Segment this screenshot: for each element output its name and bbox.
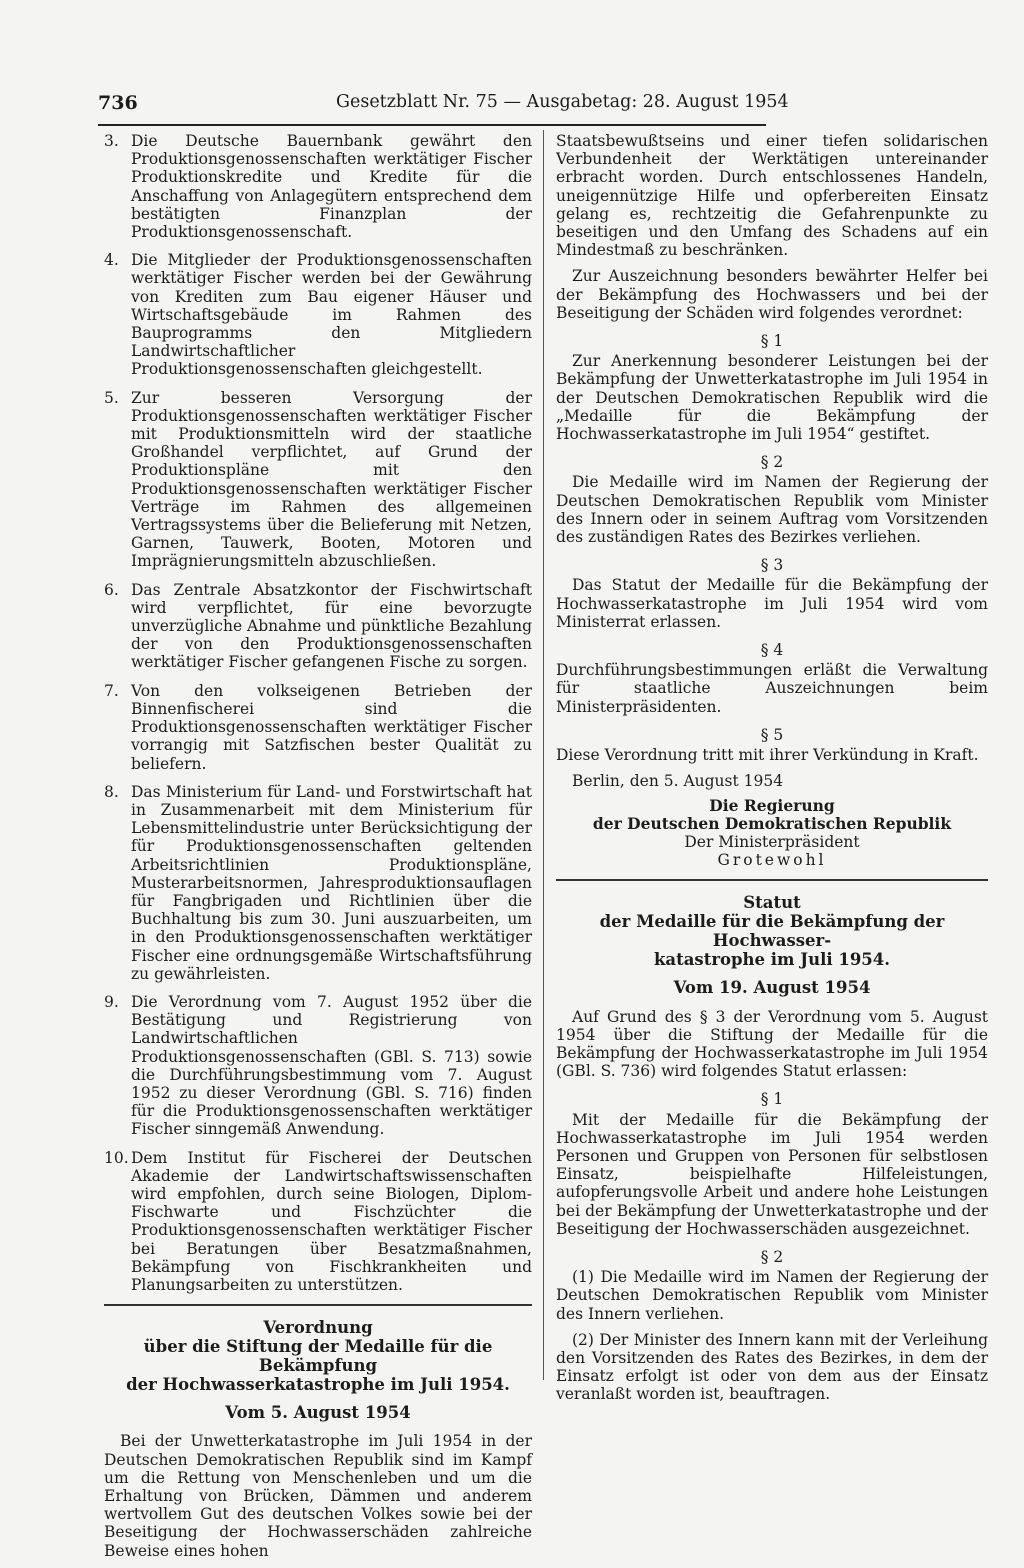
left-column [104, 132, 532, 1568]
paragraph-text: Mit der Medaille für die Bekämpfung der Hochwasserkatastrophe im Juli 1954 werden Personen und Gruppen von Personen für selbstlosen Einsatz, beispielhafte Hilfeleistungen, aufopferungsvolle Arbeit und andere hohe Leistungen bei der Bekämpfung der Unwetterkatastrophe und der Beseitigung der Hochwasserschäden ausgezeichnet. [556, 1110, 988, 1238]
section-divider [104, 1304, 532, 1306]
list-item-text: Von den volkseigenen Betrieben der Binnenfischerei sind die Produktionsgenossenschaften werktätiger Fischer vorrangig mit Satzfischen bester Qualität zu beliefern. [131, 681, 532, 773]
paragraph-text: (1) Die Medaille wird im Namen der Regierung der Deutschen Demokratischen Republik vom Minister des Innern verliehen. [556, 1268, 988, 1323]
right-column [556, 132, 988, 1412]
paragraph-text: Die Medaille wird im Namen der Regierung der Deutschen Demokratischen Republik vom Minister des Innern oder in seinem Auftrag vom Vorsitzenden des zuständigen Rates des Bezirkes verliehen. [556, 473, 988, 547]
verordnung-date: Vom 5. August 1954 [225, 1403, 411, 1423]
statut-subtitle-line-2: katastrophe im Juli 1954. [653, 950, 891, 970]
paragraph-label: § 4 [760, 641, 784, 660]
statut-intro: Auf Grund des § 3 der Verordnung vom 5. August 1954 über die Stiftung der Medaille für die Bekämpfung der Hochwasserkatastrophe im Juli 1954 (GBl. S. 736) wird folgendes Statut erlassen: [556, 1007, 988, 1081]
statut-subtitle-line-1: der Medaille für die Bekämpfung der Hochwasser- [599, 912, 945, 951]
paragraph-label: § 2 [760, 1247, 784, 1266]
place-date: Berlin, den 5. August 1954 [572, 772, 784, 791]
list-item [104, 389, 532, 571]
list-item-text: Das Ministerium für Land- und Forstwirtschaft hat in Zusammenarbeit mit dem Ministerium für Lebensmittelindustrie unter Berücksichtigung der für Produktionsgenossenschaften geltenden Arbeitsrichtlinien Produktionspläne, Musterarbeitsnormen, Jahresproduktionsauflagen für Fangbrigaden und Richtlinien über die Buchhaltung bis zum 30. Juni auszuarbeiten, um in den Produktionsgenossenschaften werktätiger Fischer eine ordnungsgemäße Wirtschaftsführung zu gewährleisten. [131, 782, 532, 983]
list-item [104, 783, 532, 983]
list-item-text: Das Zentrale Absatzkontor der Fischwirtschaft wird verpflichtet, für eine bevorzugte unverzügliche Abnahme und pünktliche Bezahlung der von den Produktionsgenossenschaften werktätiger Fischer gefangenen Fische zu sorgen. [131, 580, 532, 672]
signature-office: Der Ministerpräsident [684, 832, 860, 851]
paragraph-text: Das Statut der Medaille für die Bekämpfung der Hochwasserkatastrophe im Juli 1954 wird vom Ministerrat erlassen. [556, 576, 988, 631]
paragraph-label: § 2 [760, 453, 784, 472]
list-item-number: 6. [104, 580, 119, 599]
list-item [104, 132, 532, 241]
list-item [104, 251, 532, 378]
list-item-number: 3. [104, 132, 119, 150]
signature-authority: Die Regierung [709, 795, 835, 815]
list-item [104, 682, 532, 773]
verordnung-intro: Bei der Unwetterkatastrophe im Juli 1954 in der Deutschen Demokratischen Republik sind im Kampf um die Rettung von Menschenleben und um die Erhaltung von Brücken, Dämmen und anderem wertvollem Gut des deutschen Volkes sowie bei der Beseitigung der Hochwasserschäden zahlreiche Beweise eines hohen [104, 1432, 532, 1560]
list-item-text: Die Deutsche Bauernbank gewährt den Produktionsgenossenschaften werktätiger Fischer Produktionskredite und Kredite für die Anschaffung von Anlagegütern entsprechend dem bestätigten Finanzplan der Produktionsgenossenschaft. [131, 132, 532, 242]
column-divider [543, 130, 544, 1380]
list-item-text: Die Verordnung vom 7. August 1952 über die Bestätigung und Registrierung von Landwirtschaftlichen Produktionsgenossenschaften (GBl. S. 713) sowie die Durchführungsbestimmung vom 7. August 1952 zu dieser Verordnung (GBl. S. 716) finden für die Produktionsgenossenschaften werktätiger Fischer sinngemäß Anwendung. [131, 992, 532, 1139]
paragraph-label: § 5 [760, 725, 784, 744]
section-divider [556, 879, 988, 881]
signature-name: Grotewohl [717, 851, 827, 870]
list-item-text: Zur besseren Versorgung der Produktionsgenossenschaften werktätiger Fischer mit Produktionsmitteln wird der staatliche Großhandel verpflichtet, auf Grund der Produktionspläne mit den Produktionsgenossenschaften werktätiger Fischer Verträge im Rahmen des allgemeinen Vertragssystems über die Belieferung mit Netzen, Garnen, Tauwerk, Booten, Motoren und Imprägnierungsmitteln abzuschließen. [131, 388, 532, 571]
page-header [98, 88, 789, 126]
list-item-text: Dem Institut für Fischerei der Deutschen Akademie der Landwirtschaftswissenschaften wird empfohlen, durch seine Biologen, Diplom-Fischwarte und Fischzüchter die Produktionsgenossenschaften werktätiger Fischer bei Beratungen über Besatzmaßnahmen, Bekämpfung von Fischkrankheiten und Planungsarbeiten zu unterstützen. [131, 1148, 532, 1294]
list-item-number: 9. [104, 992, 119, 1011]
preamble-text: Zur Auszeichnung besonders bewährter Helfer bei der Bekämpfung des Hochwassers und bei der Beseitigung der Schäden wird folgendes verordnet: [556, 267, 988, 322]
list-item [104, 1149, 532, 1295]
list-item-number: 8. [104, 782, 119, 801]
list-item [104, 993, 532, 1139]
paragraph-text: Zur Anerkennung besonderer Leistungen bei der Bekämpfung der Unwetterkatastrophe im Juli 1954 in der Deutschen Demokratischen Republik wird die „Medaille für die Bekämpfung der Hochwasserkatastrophe im Juli 1954“ gestiftet. [556, 352, 988, 444]
paragraph-label: § 3 [760, 556, 784, 575]
verordnung-subtitle-line-2: der Hochwasserkatastrophe im Juli 1954. [126, 1375, 510, 1395]
statut-date: Vom 19. August 1954 [673, 978, 871, 998]
paragraph-label: § 1 [760, 332, 784, 351]
list-item [104, 581, 532, 672]
paragraph-text: Diese Verordnung tritt mit ihrer Verkündung in Kraft. [556, 746, 979, 765]
continuation-text: Staatsbewußtseins und einer tiefen solidarischen Verbundenheit der Werktätigen untereinander erbracht worden. Durch entschlossenes Handeln, uneigennützige Hilfe und opferbereiten Einsatz gelang es, rechtzeitig die Gefahrenpunkte zu beseitigen und den Umfang des Schadens auf ein Mindestmaß zu beschränken. [556, 132, 988, 260]
statut-title: Statut [743, 893, 801, 913]
page-number: 736 [98, 92, 138, 114]
paragraph-text: (2) Der Minister des Innern kann mit der Verleihung den Vorsitzenden des Rates des Bezirkes, in dem der Einsatz erfolgt ist oder von dem aus der Einsatz veranlaßt worden ist, beauftragen. [556, 1330, 988, 1404]
list-item-text: Die Mitglieder der Produktionsgenossenschaften werktätiger Fischer werden bei der Gewährung von Krediten zum Bau eigener Häuser und Wirtschaftsgebäude im Rahmen des Bauprogramms den Mitgliedern Landwirtschaftlicher Produktionsgenossenschaften gleichgestellt. [131, 251, 532, 379]
paragraph-label: § 1 [760, 1090, 784, 1109]
paragraph-text: Durchführungsbestimmungen erläßt die Verwaltung für staatliche Auszeichnungen beim Ministerpräsidenten. [556, 661, 988, 716]
list-item-number: 7. [104, 681, 119, 700]
list-item-number: 5. [104, 388, 119, 407]
verordnung-title: Verordnung [263, 1318, 373, 1338]
list-item-number: 4. [104, 251, 119, 270]
header-title: Gesetzblatt Nr. 75 — Ausgabetag: 28. August 1954 [336, 92, 789, 112]
signature-government: der Deutschen Demokratischen Republik [592, 813, 952, 833]
verordnung-subtitle-line-1: über die Stiftung der Medaille für die Bekämpfung [143, 1337, 493, 1376]
list-item-number: 10. [104, 1148, 129, 1167]
